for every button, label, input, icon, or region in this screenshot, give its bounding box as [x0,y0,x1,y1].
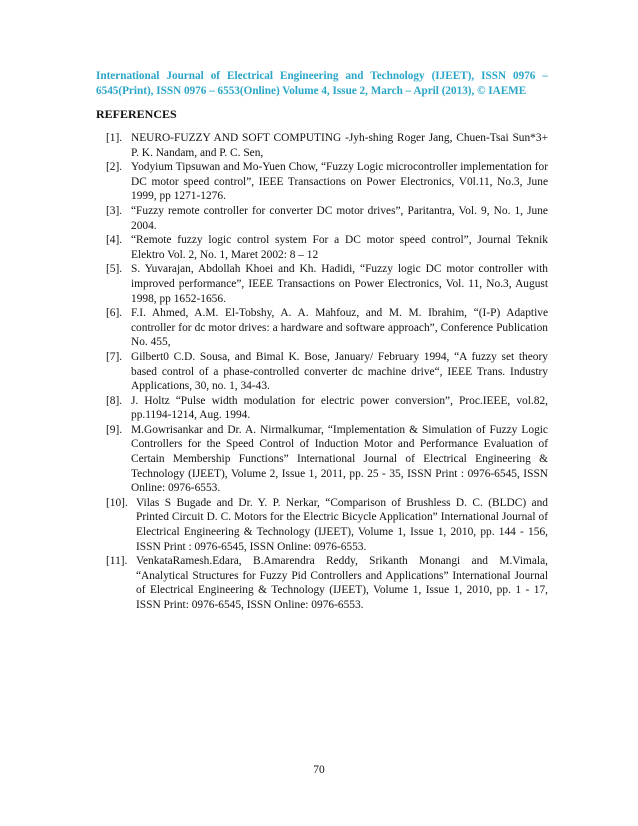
reference-item [106,160,548,204]
reference-number: [1]. [106,132,123,144]
reference-number: [4]. [106,234,123,247]
page-number: 70 [313,764,325,776]
reference-text: Gilbert0 C.D. Sousa, and Bimal K. Bose, January/ February 1994, “A fuzzy set theory based control of a phase-controlled converter dc machine drive“, IEEE Trans. Industry Applications, 30, no. 1, 34-43. [131,350,548,393]
journal-header [96,69,548,99]
journal-header-line-1: International Journal of Electrical Engineering and Technology (IJEET), ISSN 0976 – [96,70,548,82]
reference-text: M.Gowrisankar and Dr. A. Nirmalkumar, “Implementation & Simulation of Fuzzy Logic Controllers for the Speed Control of Induction Motor and Performance Evaluation of Certain Membership Functions” International Journal of Electrical Engineering & Technology (IJEET), Volume 2, Issue 1, 2011, pp. 25 - 35, ISSN Print : 0976-6545, ISSN Online: 0976-6553. [131,423,548,495]
reference-number: [10]. [106,496,128,509]
reference-text: NEURO-FUZZY AND SOFT COMPUTING -Jyh-shing Roger Jang, Chuen-Tsai Sun*3+ P. K. Nandam, and P. C. Sen, [131,132,548,159]
reference-number: [9]. [106,423,123,436]
reference-number: [11]. [106,555,128,568]
reference-text: J. Holtz “Pulse width modulation for electric power conversion”, Proc.IEEE, vol.82, pp.1194-1214, Aug. 1994. [131,394,548,422]
reference-item [106,554,548,612]
reference-text: F.I. Ahmed, A.M. El-Tobshy, A. A. Mahfouz, and M. M. Ibrahim, “(I-P) Adaptive controller for dc motor drives: a hardware and software approach”, Conference Publication No. 455, [131,307,548,349]
reference-number: [5]. [106,263,123,276]
reference-item [106,131,548,160]
reference-item [106,496,548,554]
reference-number: [2]. [106,161,123,174]
reference-text: S. Yuvarajan, Abdollah Khoei and Kh. Hadidi, “Fuzzy logic DC motor controller with improved performance”, IEEE Transactions on Power Electronics, Vol. 11, No.3, August 1998, pp 1652-1656. [131,263,548,305]
reference-number: [3]. [106,204,123,217]
reference-item [106,394,548,423]
reference-text: “Remote fuzzy logic control system For a DC motor speed control”, Journal Teknik Elektro Vol. 2, No. 1, Maret 2002: 8 – 12 [131,234,548,261]
reference-item [106,204,548,233]
reference-text: “Fuzzy remote controller for converter DC motor drives”, Paritantra, Vol. 9, No. 1, June 2004. [131,204,548,232]
journal-header-line-2: 6545(Print), ISSN 0976 – 6553(Online) Volume 4, Issue 2, March – April (2013), © IAEME [96,85,527,97]
reference-item [106,423,548,496]
reference-number: [6]. [106,307,123,320]
reference-item [106,350,548,394]
reference-text: VenkataRamesh.Edara, B.Amarendra Reddy, Srikanth Monangi and M.Vimala, “Analytical Structures for Fuzzy Pid Controllers and Applications” International Journal of Electrical Engineering & Technology (IJEET), Volume 1, Issue 1, 2010, pp. 1 - 17, ISSN Print: 0976-6545, ISSN Online: 0976-6553. [136,555,548,611]
reference-text: Vilas S Bugade and Dr. Y. P. Nerkar, “Comparison of Brushless D. C. (BLDC) and Printed Circuit D. C. Motors for the Electric Bicycle Application” International Journal of Electrical Engineering & Technology (IJEET), Volume 1, Issue 1, 2010, pp. 144 - 156, ISSN Print : 0976-6545, ISSN Online: 0976-6553. [136,496,548,553]
references-heading: REFERENCES [96,107,177,121]
reference-number: [8]. [106,394,123,407]
reference-item [106,262,548,306]
reference-number: [7]. [106,350,123,363]
reference-item [106,233,548,262]
reference-text: Yodyium Tipsuwan and Mo-Yuen Chow, “Fuzzy Logic microcontroller implementation for DC motor speed control”, IEEE Transactions on Power Electronics, V0l.11, No.3, June 1999, pp 1271-1276. [131,161,548,203]
reference-list [106,131,548,613]
reference-item [106,306,548,350]
